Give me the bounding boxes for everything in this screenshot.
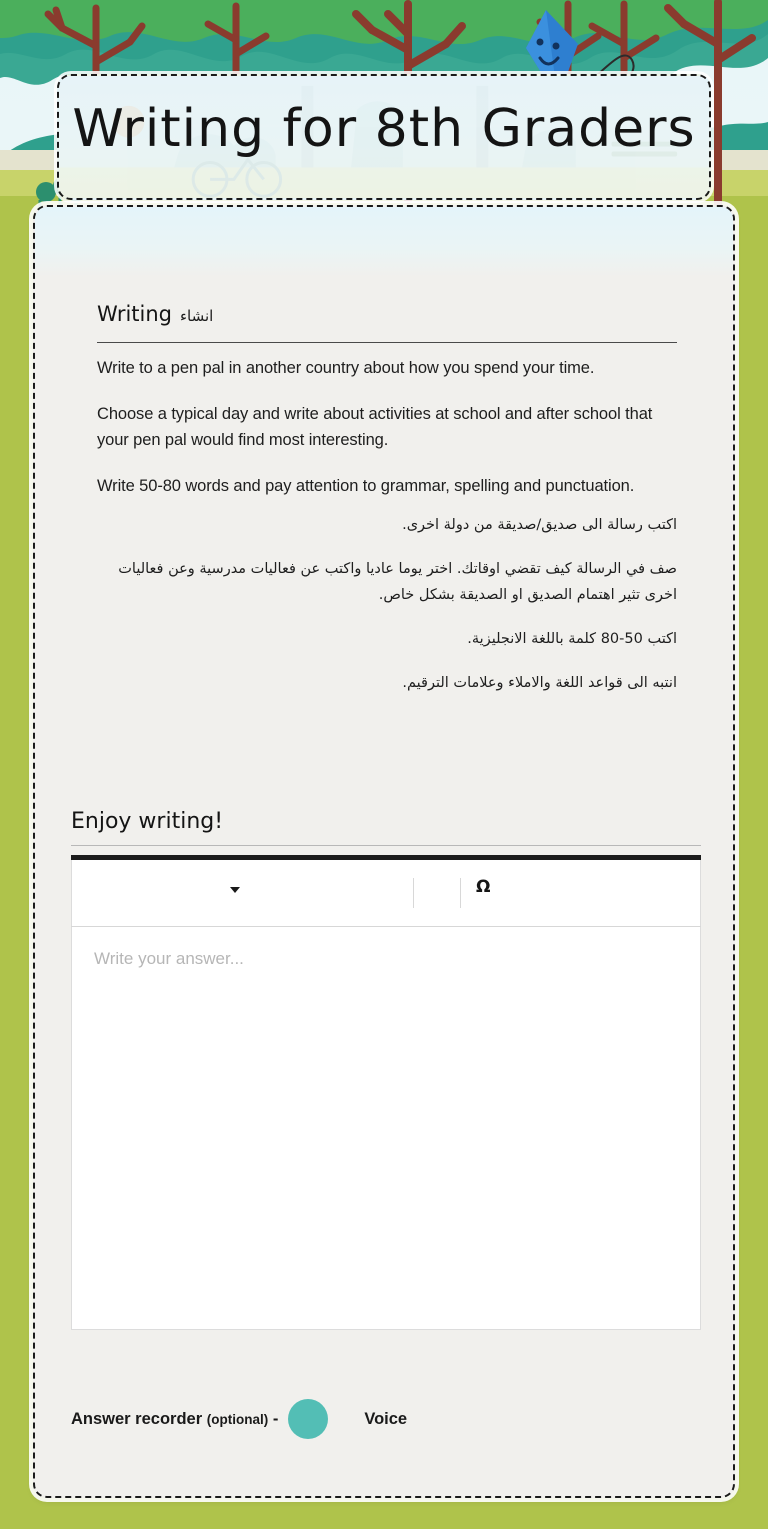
- instruction-ar-2: صف في الرسالة كيف تقضي اوقاتك. اختر يوما عاديا واكتب عن فعاليات مدرسية وعن فعاليات اخرى تثير اهتمام الصديق او الصديقة بشكل خاص.: [118, 561, 677, 603]
- section-heading: [97, 302, 677, 343]
- special-character-icon[interactable]: Ω: [476, 877, 491, 897]
- recorder-dash: -: [272, 1409, 279, 1428]
- section-heading-en: Writing: [97, 302, 172, 326]
- instruction-en-1: Write to a pen pal in another country about how you spend your time.: [97, 359, 595, 377]
- instruction-ar-4: انتبه الى قواعد اللغة والاملاء وعلامات الترقيم.: [402, 675, 677, 691]
- answer-input[interactable]: [71, 927, 701, 1330]
- chevron-down-icon[interactable]: [230, 887, 240, 893]
- answer-recorder-row: [71, 1397, 701, 1441]
- toolbar-separator-2: [460, 878, 461, 908]
- enjoy-divider: [71, 845, 701, 846]
- answer-placeholder: Write your answer...: [94, 949, 244, 968]
- sheet-header-wash: [35, 207, 733, 277]
- section-divider: [97, 342, 677, 343]
- record-voice-button[interactable]: [288, 1399, 328, 1439]
- recorder-label: [71, 1410, 278, 1429]
- answer-editor: [71, 855, 701, 1330]
- voice-label: Voice: [364, 1409, 408, 1428]
- english-instructions: [97, 355, 677, 519]
- arabic-instructions: [97, 512, 677, 714]
- editor-toolbar[interactable]: [71, 860, 701, 926]
- instruction-ar-3: اكتب 50-80 كلمة باللغة الانجليزية.: [467, 631, 677, 647]
- section-heading-ar: انشاء: [180, 307, 214, 325]
- recorder-label-main: Answer recorder: [71, 1409, 203, 1428]
- instruction-en-3: Write 50-80 words and pay attention to grammar, spelling and punctuation.: [97, 477, 635, 495]
- enjoy-writing-block: [71, 807, 701, 846]
- recorder-optional: (optional): [206, 1411, 269, 1427]
- enjoy-writing-text: Enjoy writing!: [71, 809, 224, 834]
- instruction-en-2: Choose a typical day and write about activities at school and after school that your pen pal would find most interesting.: [97, 405, 653, 449]
- worksheet-card: [33, 205, 735, 1498]
- toolbar-separator-1: [413, 878, 414, 908]
- page-title: Writing for 8th Graders: [72, 99, 696, 159]
- instruction-ar-1: اكتب رسالة الى صديق/صديقة من دولة اخرى.: [402, 517, 677, 533]
- worksheet-title-card: [57, 74, 711, 200]
